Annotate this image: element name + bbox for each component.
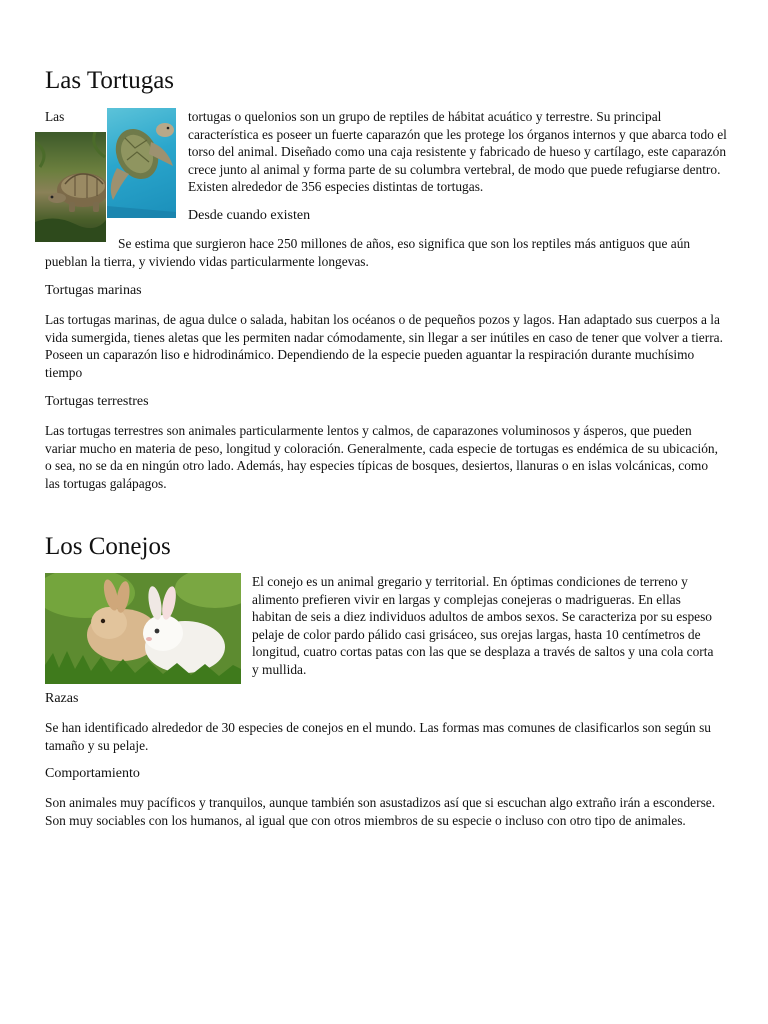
- tortoise-photo: [35, 132, 106, 242]
- turtles-marine-text: Las tortugas marinas, de agua dulce o salada, habitan los océanos o de pequeños pozos y lagos. Han adaptado sus cuerpos a la vida sumergida, tienes aletas que les permiten nadar cómodamente, sin llegar a ser inútiles en caso de tener que volver a tierra. Poseen un caparazón liso e hidrodinámico. Dependiendo de la especie pueden aguantar la respiración durante muchísimo tiempo: [45, 312, 723, 380]
- rabbits-intro-text: El conejo es un animal gregario y territorial. En óptimas condiciones de terreno y alimento prefieren vivir en largas y complejas conejeras o madrigueras. En ellas habitan de seis a diez individuos adultos de ambos sexos. Se caracteriza por su espeso pelaje de color pardo pálido casi grisáceo, sus orejas largas, hasta 10 centímetros de longitud, cuatro cortas patas con las que se desplaza a través de saltos y una cola corta y mullida.: [252, 574, 714, 677]
- turtles-land-heading: Tortugas terrestres: [45, 394, 149, 409]
- turtles-since-heading: Desde cuando existen: [188, 208, 311, 223]
- turtles-intro-text: tortugas o quelonios son un grupo de reptiles de hábitat acuático y terrestre. Su principal característica es poseer un fuerte caparazón que les protege los órganos internos y que abarca todo el torso del animal. Diseñado como una caja resistente y fabricado de hueso y cartílago, este caparazón crece junto al animal y forma parte de su columbra vertebral, de modo que puede refugiarse dentro. Existen alrededor de 356 especies distintas de tortugas.: [188, 109, 727, 195]
- turtles-land-text: Las tortugas terrestres son animales particularmente lentos y calmos, de caparazones voluminosos y ásperos, que pueden variar mucho en materia de peso, longitud y coloración. Generalmente, cada especie de tortugas es endémica de su ubicación, o sea, no se da en ningún otro lado. Además, hay especies típicas de bosques, desiertos, llanuras o en islas volcánicas, como las tortugas galápagos.: [45, 423, 718, 491]
- rabbits-behavior-text: Son animales muy pacíficos y tranquilos, aunque también son asustadizos así que si escuchan algo extraño irán a esconderse. Son muy sociables con los humanos, al igual que con otros miembros de su especie o incluso con otro tipo de animales.: [45, 795, 716, 828]
- tortoise-illustration: [35, 132, 106, 242]
- rabbits-photo: [45, 573, 241, 684]
- sea-turtle-illustration: [107, 108, 176, 218]
- rabbits-breeds-heading: Razas: [45, 691, 79, 706]
- turtles-title: Las Tortugas: [45, 67, 175, 94]
- turtles-marine-heading: Tortugas marinas: [45, 283, 142, 298]
- sea-turtle-photo: [107, 108, 176, 218]
- rabbits-breeds-text: Se han identificado alrededor de 30 especies de conejos en el mundo. Las formas mas comunes de clasificarlos son según su tamaño y su pelaje.: [45, 720, 711, 753]
- turtles-since-text: Se estima que surgieron hace 250 millones de años, eso significa que son los reptiles más antiguos que aún pueblan la tierra, y viviendo vidas particularmente longevas.: [45, 236, 691, 269]
- rabbits-behavior-heading: Comportamiento: [45, 766, 140, 781]
- turtles-intro-first-word: Las: [45, 109, 65, 124]
- rabbits-illustration: [45, 573, 241, 684]
- rabbits-title: Los Conejos: [45, 533, 171, 560]
